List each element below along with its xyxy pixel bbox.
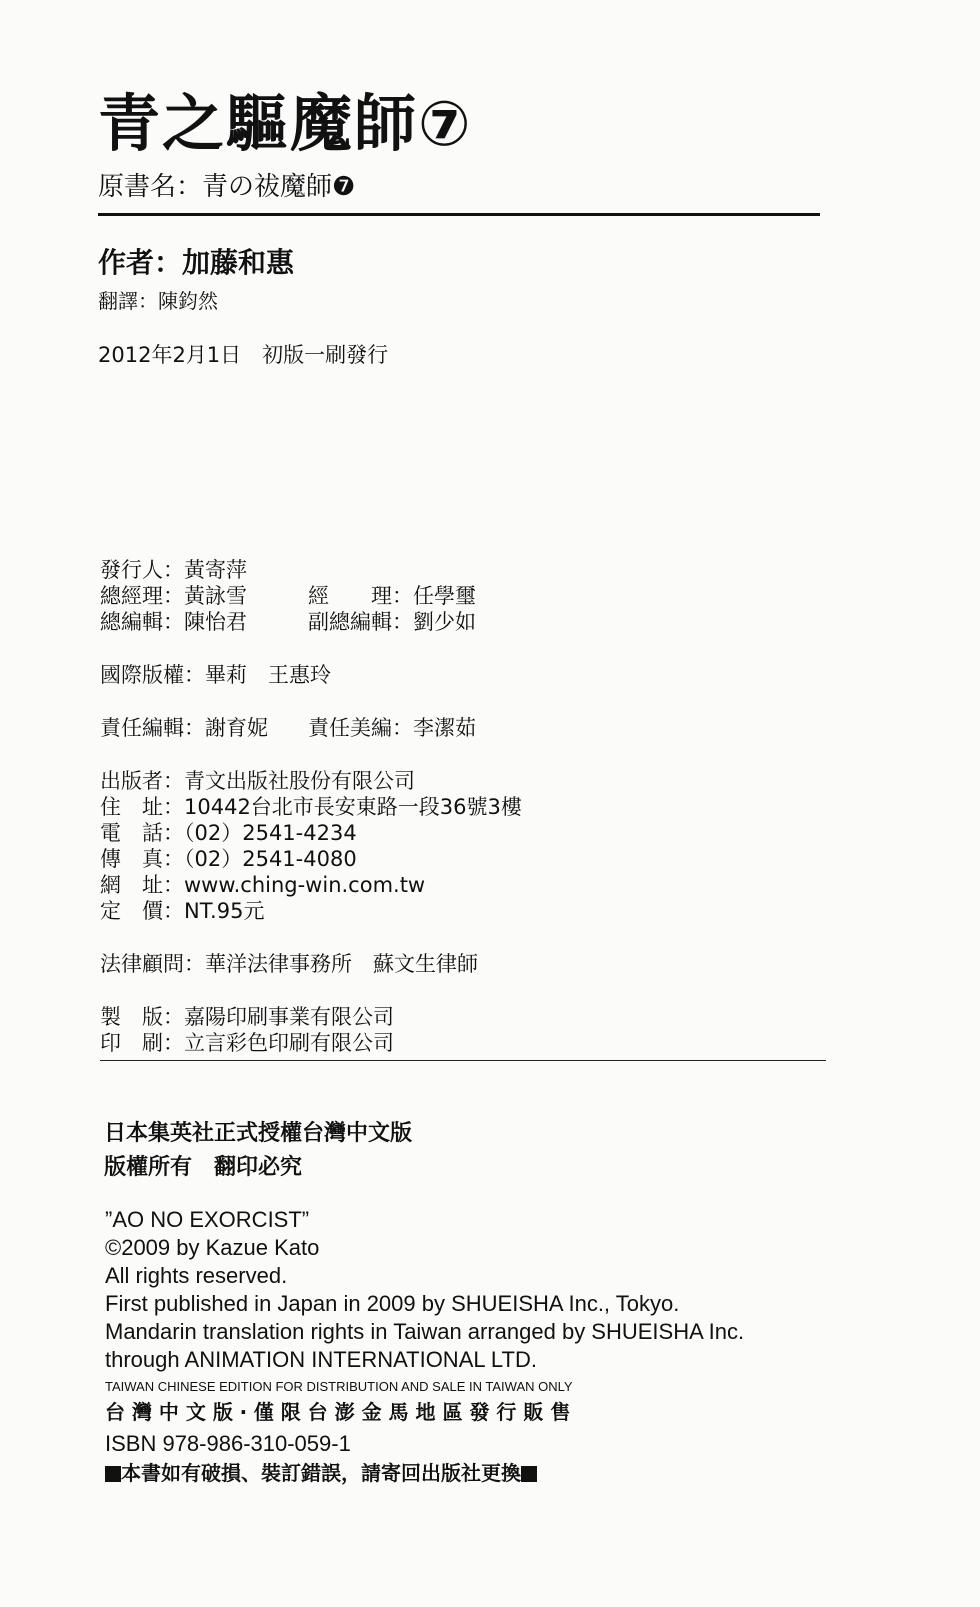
price: 定 價：NT.95元	[100, 899, 265, 923]
intl-rights: 國際版權：畢莉 王惠玲	[100, 663, 331, 687]
english-line-2: ©2009 by Kazue Kato	[105, 1235, 320, 1260]
distribution-chinese: 台 灣 中 文 版 ‧ 僅 限 台 澎 金 馬 地 區 發 行 販 售	[105, 1400, 571, 1424]
english-line-1: ”AO NO EXORCIST”	[105, 1207, 310, 1232]
printing: 印 刷：立言彩色印刷有限公司	[100, 1031, 394, 1055]
english-line-6: through ANIMATION INTERNATIONAL LTD.	[105, 1347, 537, 1372]
release-date: 2012年2月1日 初版一刷發行	[98, 343, 389, 367]
license-statement: 日本集英社正式授權台灣中文版	[104, 1120, 413, 1146]
editor: 責任編輯：謝育妮	[100, 716, 268, 740]
general-manager: 總經理：黃詠雪	[100, 584, 247, 608]
address: 住 址：10442台北市長安東路一段36號3樓	[100, 795, 522, 819]
fax: 傳 真：（02）2541-4080	[100, 847, 357, 871]
phone: 電 話：（02）2541-4234	[100, 821, 357, 845]
platemaking: 製 版：嘉陽印刷事業有限公司	[100, 1005, 394, 1029]
bottom-divider	[100, 1060, 826, 1061]
distribution-english: TAIWAN CHINESE EDITION FOR DISTRIBUTION AND SALE IN TAIWAN ONLY	[105, 1379, 573, 1394]
manager: 經 理：任學璽	[308, 584, 476, 608]
publisher-company: 出版者：青文出版社股份有限公司	[100, 769, 415, 793]
square-bullet-icon	[105, 1466, 121, 1482]
top-divider	[98, 213, 820, 216]
original-title: 原書名：青の祓魔師❼	[98, 172, 356, 202]
website: 網 址：www.ching-win.com.tw	[100, 873, 426, 897]
square-bullet-icon	[521, 1466, 537, 1482]
return-notice	[105, 1459, 537, 1487]
english-line-4: First published in Japan in 2009 by SHUEISHA Inc., Tokyo.	[105, 1291, 680, 1316]
legal-counsel: 法律顧問：華洋法律事務所 蘇文生律師	[100, 952, 478, 976]
chief-editor: 總編輯：陳怡君	[100, 610, 247, 634]
book-title: 青之驅魔師⑦	[98, 87, 473, 160]
author: 作者：加藤和惠	[98, 246, 295, 279]
art-editor: 責任美編：李潔茹	[308, 716, 476, 740]
publisher-person: 發行人：黃寄萍	[100, 558, 247, 582]
isbn: ISBN 978-986-310-059-1	[105, 1431, 351, 1456]
copyright-statement: 版權所有 翻印必究	[104, 1154, 303, 1180]
english-line-3: All rights reserved.	[105, 1263, 288, 1288]
return-notice-text: 本書如有破損、裝訂錯誤，請寄回出版社更換	[121, 1461, 521, 1485]
english-line-5: Mandarin translation rights in Taiwan arranged by SHUEISHA Inc.	[105, 1319, 745, 1344]
translator: 翻譯：陳鈞然	[98, 289, 218, 313]
deputy-chief-editor: 副總編輯：劉少如	[308, 610, 476, 634]
